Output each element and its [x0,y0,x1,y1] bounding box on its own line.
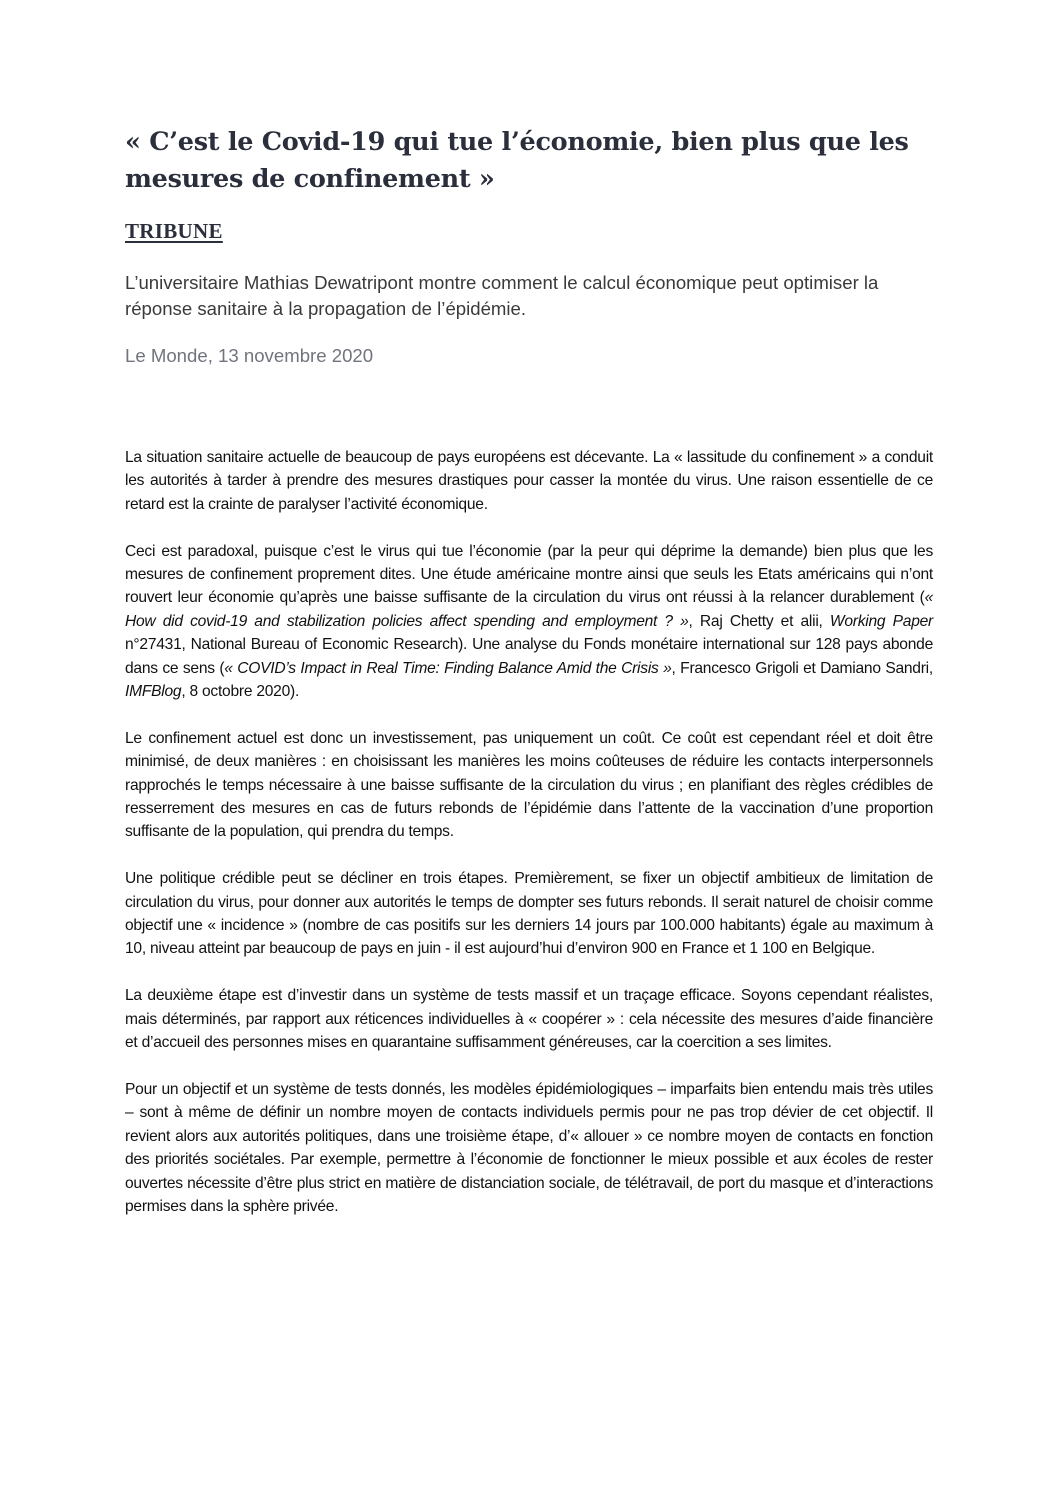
article-dateline: Le Monde, 13 novembre 2020 [125,345,374,366]
paragraph-2-text: Ceci est paradoxal, puisque c’est le virus qui tue l’économie (par la peur qui déprime la demande) bien plus que les mesures de confinement proprement dites. Une étude américaine montre ainsi que seuls les Etats américains qui n’ont rouvert leur économie qu’après une baisse suffisante de la circulation du virus ont réussi à la relancer durablement ( [125,542,933,607]
paragraph-2-text: , Raj Chetty et alii, [688,612,830,630]
body-paragraph-1: La situation sanitaire actuelle de beaucoup de pays européens est décevante. La « lassitude du confinement » a conduit les autorités à tarder à prendre des mesures drastiques pour casser la montée du virus. Une raison essentielle de ce retard est la crainte de paralyser l’activité économique. [125,449,933,513]
paragraph-2-text: , 8 octobre 2020). [181,683,300,701]
paragraph-2-text: , Francesco Grigoli et Damiano Sandri, [671,659,933,677]
body-paragraph-3: Le confinement actuel est donc un investissement, pas uniquement un coût. Ce coût est cependant réel et doit être minimisé, de deux manières : en choisissant les manières les moins coûteuses de réduire les contacts interpersonnels rapprochés le temps nécessaire à une baisse suffisante de la circulation du virus ; en planifiant des règles crédibles de resserrement des mesures en cas de futurs rebonds de l’épidémie dans l’attente de la vaccination d’une proportion suffisante de la population, qui prendra du temps. [125,729,933,841]
cited-series-name: Working Paper [829,612,933,630]
body-paragraph-6: Pour un objectif et un système de tests donnés, les modèles épidémiologiques – imparfaits bien entendu mais très utiles – sont à même de définir un nombre moyen de contacts individuels permis pour ne pas trop dévier de cet objectif. Il revient alors aux autorités politiques, dans une troisième étape, d’« allouer » ce nombre moyen de contacts en fonction des priorités sociétales. Par exemple, permettre à l’économie de fonctionner le mieux possible et aux écoles de rester ouvertes nécessite d’être plus strict en matière de distanciation sociale, de télétravail, de port du masque et d’interactions permises dans la sphère privée. [125,1080,933,1215]
body-paragraph-5: La deuxième étape est d’investir dans un système de tests massif et un traçage efficace. Soyons cependant réalistes, mais déterminés, par rapport aux réticences individuelles à « coopérer » : cela nécessite des mesures d’aide financière et d’accueil des personnes mises en quarantaine suffisamment généreuses, car la coercition a ses limites. [125,987,933,1052]
article-standfirst: L’universitaire Mathias Dewatripont montre comment le calcul économique peut optimiser la réponse sanitaire à la propagation de l’épidémie. [125,272,879,319]
body-paragraph-2 [125,540,933,704]
article-body [125,446,933,1242]
paragraph-2-text: n°27431, National Bureau of Economic Research). Une analyse du Fonds monétaire international sur 128 pays abonde dans ce sens ( [125,636,933,677]
cited-blog-name: IMFBlog [125,683,182,701]
section-kicker-tribune: TRIBUNE [125,219,223,243]
cited-paper-title: « How did covid-19 and stabilization policies affect spending and employment ? » [125,589,933,630]
article-title: « C’est le Covid-19 qui tue l’économie, bien plus que les mesures de confinement » [125,127,909,194]
cited-blog-title: « COVID’s Impact in Real Time: Finding Balance Amid the Crisis » [224,659,672,677]
body-paragraph-4: Une politique crédible peut se décliner en trois étapes. Premièrement, se fixer un objectif ambitieux de limitation de circulation du virus, pour donner aux autorités le temps de dompter ses futurs rebonds. Il serait naturel de choisir comme objectif une « incidence » (nombre de cas positifs sur les derniers 14 jours par 100.000 habitants) égale au maximum à 10, niveau atteint par beaucoup de pays en juin - il est aujourd’hui d’environ 900 en France et 1 100 en Belgique. [125,870,933,958]
